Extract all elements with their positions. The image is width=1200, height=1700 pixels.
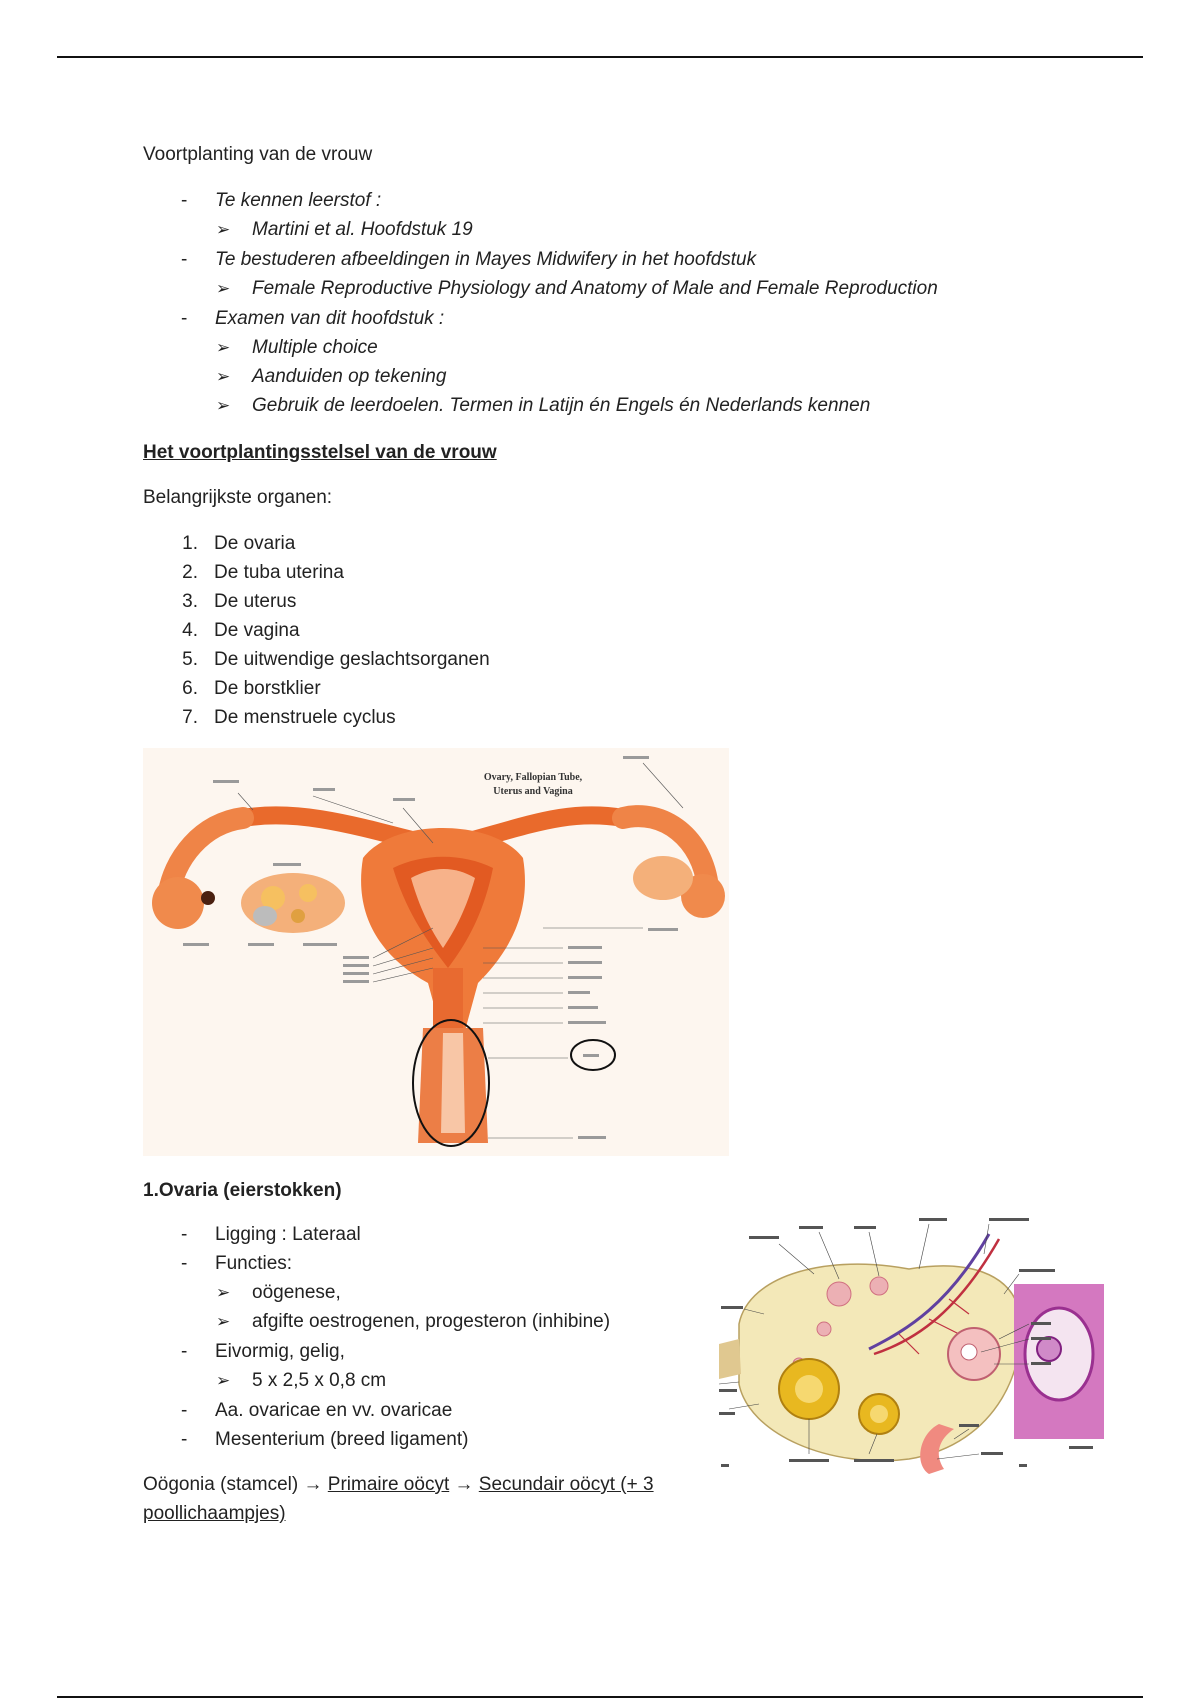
arrow-icon: → [303,1474,323,1495]
bullet-text: Te bestuderen afbeeldingen in Mayes Midwifery in het hoofdstuk [215,249,757,270]
list-item-text: De tuba uterina [214,562,344,583]
bullet-item [181,1224,361,1246]
bullet-item [181,190,381,212]
organs-intro: Belangrijkste organen: [143,487,333,508]
dash-marker: - [181,249,188,270]
dash-marker: - [181,1224,188,1245]
flow-secondary-oocyte: Secundair oöcyt (+ 3 [478,1474,654,1495]
list-item: 6. De borstklier [182,678,321,699]
bullet-text: Gebruik de leerdoelen. Termen in Latijn én Engels én Nederlands kennen [252,395,871,416]
flow-primary-oocyte: Primaire oöcyt [327,1474,450,1495]
dash-marker: - [181,1429,188,1450]
bullet-item [181,1400,452,1422]
list-item: 2. De tuba uterina [182,562,344,583]
sub-bullet-item [216,219,473,241]
list-item-text: De menstruele cyclus [214,707,396,728]
arrow-bullet-icon: ➢ [216,1312,231,1331]
bullet-text: Mesenterium (breed ligament) [215,1429,469,1450]
dash-marker: - [181,1341,188,1362]
arrow-bullet-icon: ➢ [216,396,231,415]
arrow-bullet-icon: ➢ [216,1283,231,1302]
list-item-text: De ovaria [214,533,296,554]
bullet-text: 5 x 2,5 x 0,8 cm [252,1370,387,1391]
dash-marker: - [181,308,188,329]
list-item-text: De uitwendige geslachtsorganen [214,649,490,670]
arrow-bullet-icon: ➢ [216,338,231,357]
sub-bullet-item [216,1370,386,1392]
bullet-text: Functies: [215,1253,293,1274]
arrow-bullet-icon: ➢ [216,279,231,298]
bullet-item [181,1253,292,1275]
arrow-bullet-icon: ➢ [216,367,231,386]
list-item: 7. De menstruele cyclus [182,707,396,728]
bottom-rule [57,1696,1143,1698]
section-heading: Het voortplantingsstelsel van de vrouw [143,442,497,463]
section-heading: 1.Ovaria (eierstokken) [143,1180,342,1201]
bullet-item [181,308,444,330]
list-item: 5. De uitwendige geslachtsorganen [182,649,490,670]
bullet-text: afgifte oestrogenen, progesteron (inhibine) [252,1311,611,1332]
sub-bullet-item [216,366,446,388]
figure-title-line1: Ovary, Fallopian Tube, [483,772,583,783]
bullet-item [181,1341,345,1363]
figure-title-line2: Uterus and Vagina [493,786,573,797]
uterus-anatomy-figure [143,748,729,1156]
bullet-item [181,249,756,271]
sub-bullet-item [216,1311,610,1333]
oogenesis-flow-line2: poollichaampjes) [143,1503,286,1524]
arrow-bullet-icon: ➢ [216,1371,231,1390]
list-item-text: De uterus [214,591,297,612]
ovary-cross-section-figure [719,1214,1115,1478]
sub-bullet-item [216,278,938,300]
dash-marker: - [181,1253,188,1274]
uterus-anatomy-illustration [143,748,729,1156]
bullet-item [181,1429,468,1451]
bullet-text: Aanduiden op tekening [252,366,447,387]
bullet-text: Eivormig, gelig, [215,1341,345,1362]
sub-bullet-item [216,1282,341,1304]
bullet-text: Te kennen leerstof : [215,190,382,211]
bullet-text: Ligging : Lateraal [215,1224,361,1245]
bullet-text: Martini et al. Hoofdstuk 19 [252,219,473,240]
bullet-text: Multiple choice [252,337,378,358]
oogenesis-flow-line1 [143,1474,654,1496]
list-item-text: De vagina [214,620,300,641]
bullet-text: Aa. ovaricae en vv. ovaricae [215,1400,453,1421]
dash-marker: - [181,190,188,211]
flow-start: Oögonia (stamcel) [143,1474,304,1495]
dash-marker: - [181,1400,188,1421]
bullet-text: oögenese, [252,1282,341,1303]
bullet-text: Female Reproductive Physiology and Anatomy of Male and Female Reproduction [252,278,938,299]
sub-bullet-item [216,337,378,359]
document-title: Voortplanting van de vrouw [143,144,373,165]
top-rule [57,56,1143,58]
list-item: 4. De vagina [182,620,300,641]
arrow-icon: → [454,1474,474,1495]
ovary-cross-section-illustration [719,1214,1115,1478]
bullet-text: Examen van dit hoofdstuk : [215,308,445,329]
list-item-text: De borstklier [214,678,321,699]
list-item: 3. De uterus [182,591,297,612]
list-item: 1. De ovaria [182,533,296,554]
arrow-bullet-icon: ➢ [216,220,231,239]
sub-bullet-item [216,395,870,417]
